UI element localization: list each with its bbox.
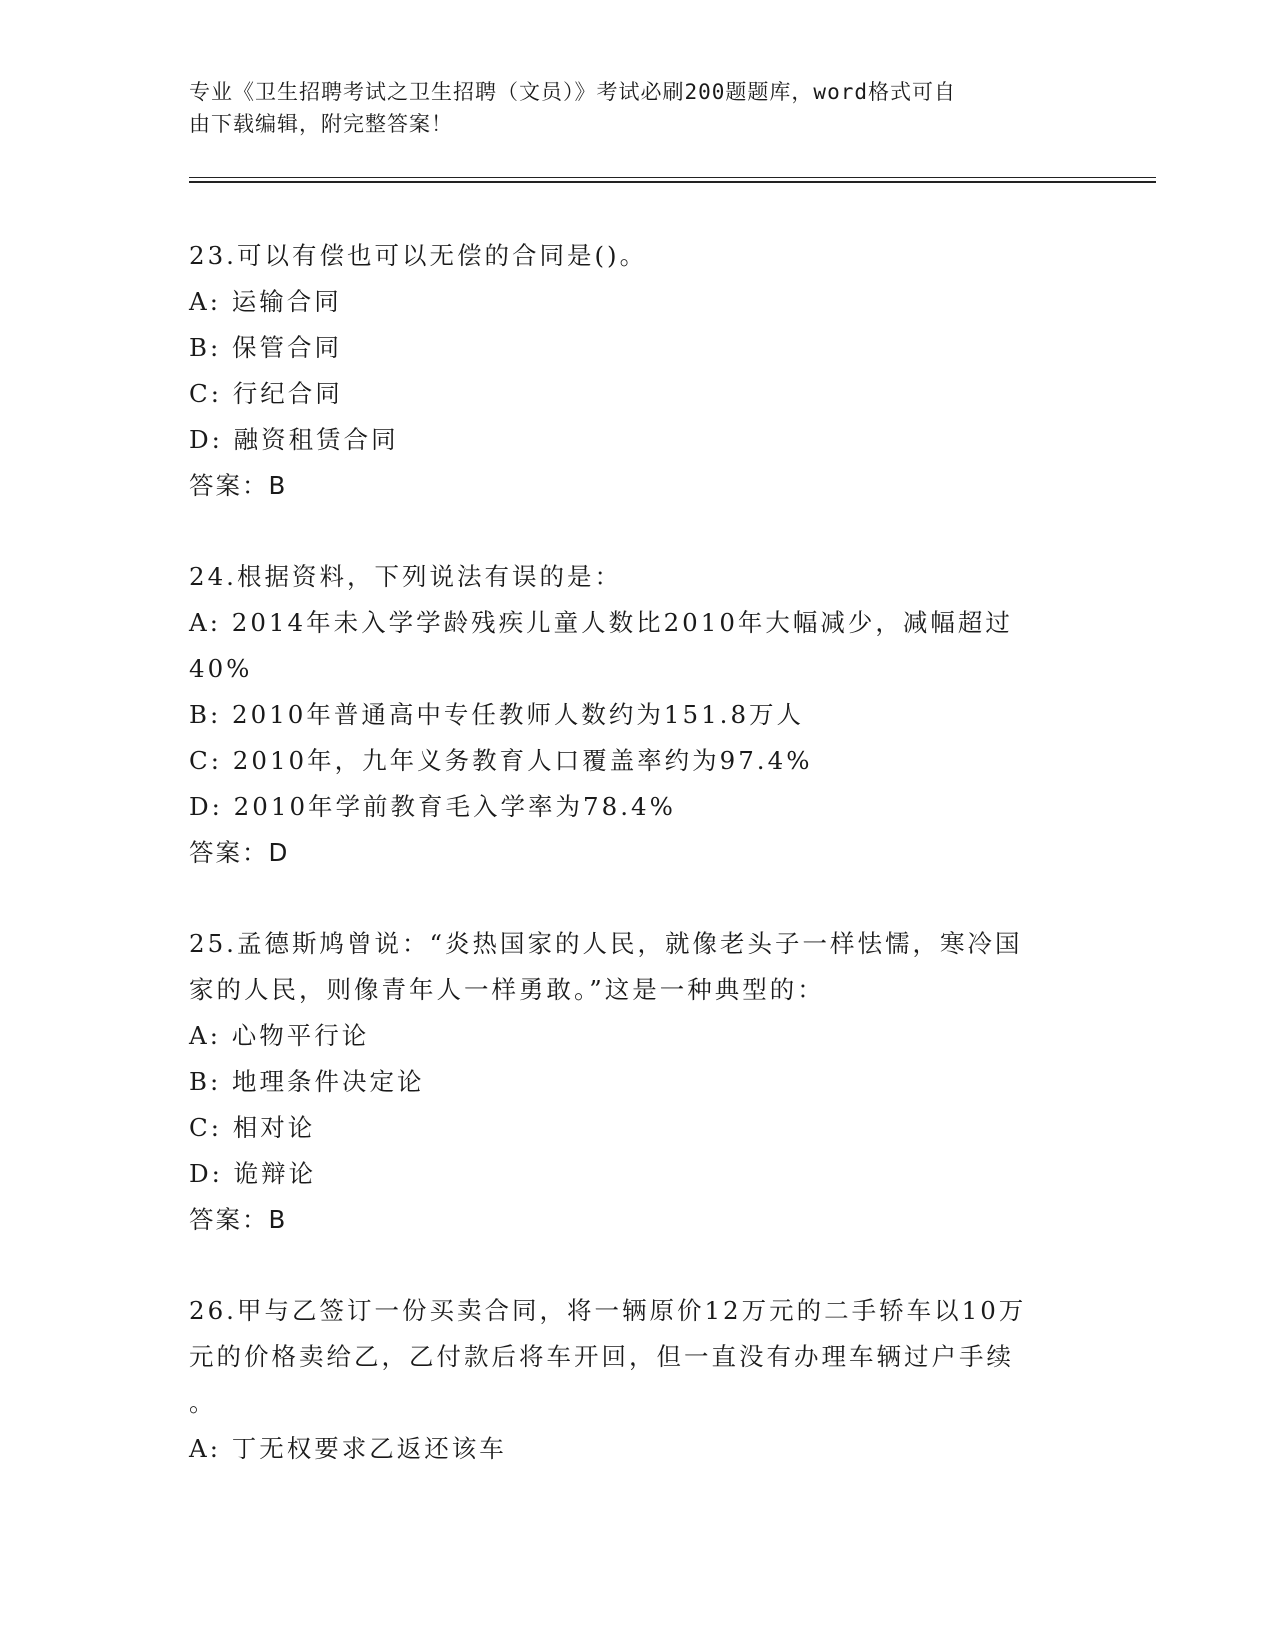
option-a-continuation: 40%: [189, 654, 253, 683]
question-stem: 23.可以有偿也可以无偿的合同是()。: [189, 241, 648, 270]
question-stem-line-3: 。: [189, 1388, 217, 1417]
option-b: B: 地理条件决定论: [189, 1067, 425, 1096]
question-stem-line-1: 26.甲与乙签订一份买卖合同，将一辆原价12万元的二手轿车以10万: [189, 1296, 1027, 1325]
header-line-2: 由下载编辑，附完整答案！: [189, 112, 453, 136]
option-c: C: 行纪合同: [189, 379, 343, 408]
option-c: C: 相对论: [189, 1113, 316, 1142]
answer-line: 答案：D: [189, 838, 290, 867]
option-b: B: 保管合同: [189, 333, 343, 362]
question-stem-line-2: 元的价格卖给乙，乙付款后将车开回，但一直没有办理车辆过户手续: [189, 1342, 1014, 1371]
option-d: D: 诡辩论: [189, 1159, 317, 1188]
answer-line: 答案：B: [189, 1205, 288, 1234]
option-a: A: 运输合同: [189, 287, 342, 316]
header-divider-thick: [189, 181, 1156, 183]
option-b: B: 2010年普通高中专任教师人数约为151.8万人: [189, 700, 805, 729]
option-d: D: 2010年学前教育毛入学率为78.4%: [189, 792, 676, 821]
question-list: [189, 233, 1089, 1517]
question-stem-line-1: 25.孟德斯鸠曾说：“炎热国家的人民，就像老头子一样怯懦，寒冷国: [189, 929, 1023, 958]
option-a: A: 2014年未入学学龄残疾儿童人数比2010年大幅减少，减幅超过: [189, 608, 1013, 637]
option-a: A: 心物平行论: [189, 1021, 370, 1050]
question-24: [189, 554, 1089, 876]
answer-line: 答案：B: [189, 471, 288, 500]
document-header: [189, 76, 1089, 140]
option-d: D: 融资租赁合同: [189, 425, 399, 454]
question-stem-line-2: 家的人民，则像青年人一样勇敢。”这是一种典型的：: [189, 975, 825, 1004]
header-divider-thin: [189, 177, 1156, 178]
header-line-1: 专业《卫生招聘考试之卫生招聘（文员）》考试必刷200题题库，word格式可自: [189, 80, 956, 104]
question-25: [189, 921, 1089, 1243]
option-a: A: 丁无权要求乙返还该车: [189, 1434, 507, 1463]
option-c: C: 2010年，九年义务教育人口覆盖率约为97.4%: [189, 746, 813, 775]
question-26: [189, 1288, 1089, 1472]
question-stem: 24.根据资料，下列说法有误的是：: [189, 562, 622, 591]
question-23: [189, 233, 1089, 509]
